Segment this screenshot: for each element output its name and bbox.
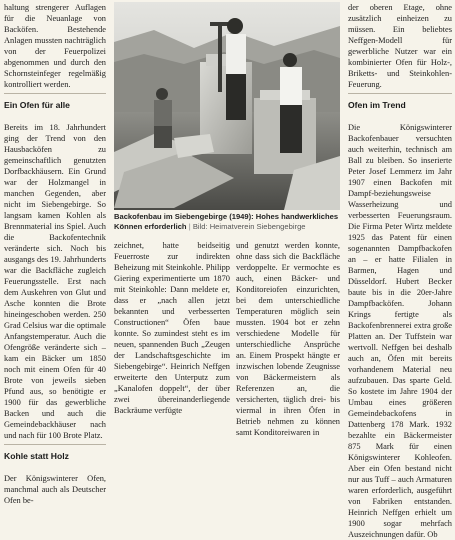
article-column-3 bbox=[236, 240, 340, 438]
section-rule bbox=[4, 93, 106, 94]
section-heading-ofen-im-trend: Ofen im Trend bbox=[348, 100, 406, 110]
photo-illustration bbox=[114, 2, 340, 210]
paragraph: Der Königswinterer Ofen, manchmal auch als Deutscher Ofen be- bbox=[4, 474, 106, 505]
photo-caption bbox=[114, 212, 340, 231]
historic-photo bbox=[114, 2, 340, 210]
paragraph: zeichnet, hatte beidseitig Feuerroste zur indirekten Beheizung mit Steinkohle. Philipp Giering experimentierte um 1870 mit Steinkohle: Dann meldete er, dass er „nach allen jetzt bekannten und verbesserten Constructionen“ Öfen baue konnte. So zumindest steht es im neuen, spannenden Buch „Zeugen der Landschaftsgeschichte im Siebengebirge“. Heinrich Neffgen erweiterte den Unterputz zum „Kanalofen doppelt“, der über zwei übereinanderliegende Backräume verfügte bbox=[114, 241, 230, 415]
section-rule bbox=[4, 444, 106, 445]
paragraph-intro: haltung strengerer Auflagen für die Neuanlage von Backöfen. Bestehende Anlagen mussten nachträglich von der Feuerpolizei abgenommen und durch den Schornsteinfeger regelmäßig kontrolliert werden. bbox=[4, 3, 106, 89]
paragraph: Bereits im 18. Jahrhundert ging der Trend von den Hausbacköfen zu gemeinschaftlich genutzten Dorfbackhäusern. Ein Grund war der Holzmangel in manchen Gegenden, aber nicht im Siebengebirge. So langsam kamen Kohlen als Brennmaterial ins Spiel. Auch die Backofentechnik veränderte sich. Noch bis ausgangs des 19. Jahrhunderts war die Backfläche zugleich Feuerungsstelle. Erst nach dem Auskehren von Glut und Asche konnten die Brote hineingeschoben werden. 250 Grad Celsius war die optimale Anfangstemperatur. Auch die Ofengröße veränderte sich – kam ein Bäcker um 1850 noch mit einem Ofen für 40 Brote von jeweils sieben Pfund aus, so benötigte er 1900 für das gewerbliche Backen und auch die Gemeindebackhäuser nach und nach für 100 Brote Platz. bbox=[4, 123, 106, 440]
photo-credit: Bild: Heimatverein Siebengebirge bbox=[192, 221, 306, 231]
spacer bbox=[348, 111, 452, 122]
section-heading-ein-ofen-fuer-alle: Ein Ofen für alle bbox=[4, 100, 70, 110]
section-rule bbox=[348, 93, 452, 94]
paragraph-intro: der oberen Etage, ohne zusätzlich einheizen zu müssen. Ein beliebtes Neffgen-Modell für gewerbliche Nutzer war ein kombinierter Ofen für Holz-, Briketts- und Steinkohlen-Feuerung. bbox=[348, 3, 452, 89]
spacer bbox=[4, 462, 106, 473]
section-heading-kohle-statt-holz: Kohle statt Holz bbox=[4, 451, 69, 461]
article-column-4 bbox=[348, 2, 452, 540]
spacer bbox=[4, 111, 106, 122]
article-column-2 bbox=[114, 240, 230, 416]
paragraph: Die Königswinterer Backofenbauer versuchten auch weiterhin, technisch am Ball zu bleiben. So inserierte Peter Josef Lemmerz im Jahr 1907 einen Backofen mit Dampf-beziehungsweise Wasserheizung und verbesserten Feuerungsraum. Die Firma Peter Wirtz meldete 1925 das Patent für einen sogenannten Dampfbackofen an – er hatte Filialen in Barmen, Hagen und Düsseldorf. Hubert Becker baute bis in die 20er-Jahre Dampfbacköfen. Johann Krings fertigte als Backofenbrennerei extra große Platten an. Der Tuffstein war wertvoll. Neffgen bei deshalb auch an, Öfen mit bereits vorhandenem Material neu aufzubauen. Das sparte Geld. So kostete im Jahre 1904 der Umbau eines größeren Gemeindebackofens in Dattenberg 178 Mark. 1932 bezahlte ein Bäckermeister 875 Mark für einen Königswinterer Kohleofen. Aber ein Ofen bestand nicht nur aus Tuff – auch Armaturen waren erforderlich, ausgeführt von Fabriken entstanden. Heinrich Neffgen erhielt um 1900 sogar mehrfach Auszeichnungen dafür. Ob bbox=[348, 123, 452, 539]
caption-title: Backofenbau im Siebengebirge (1949): Hohes handwerkliches Können erforderlich bbox=[114, 212, 339, 231]
paragraph: und genutzt werden konnte, ohne dass sich die Backfläche verdoppelte. Er vermochte es auch, einen Bäcker- und Konditoreiofen einzurichten, bei dem unterschiedliche Temperaturen möglich sein mussten. 1904 bot er zehn verschiedene Modelle für unterschiedliche Ansprüche an. Einem Prospekt hängte er inzwischen lobende Zeugnisse von Bäckermeistern als Referenzen an, die versicherten, täglich drei- bis viermal in ihren Öfen in Betrieb nehmen zu können samt Konditoreiwaren in bbox=[236, 241, 340, 437]
article-column-1 bbox=[4, 2, 106, 506]
caption-separator: | bbox=[188, 221, 191, 231]
